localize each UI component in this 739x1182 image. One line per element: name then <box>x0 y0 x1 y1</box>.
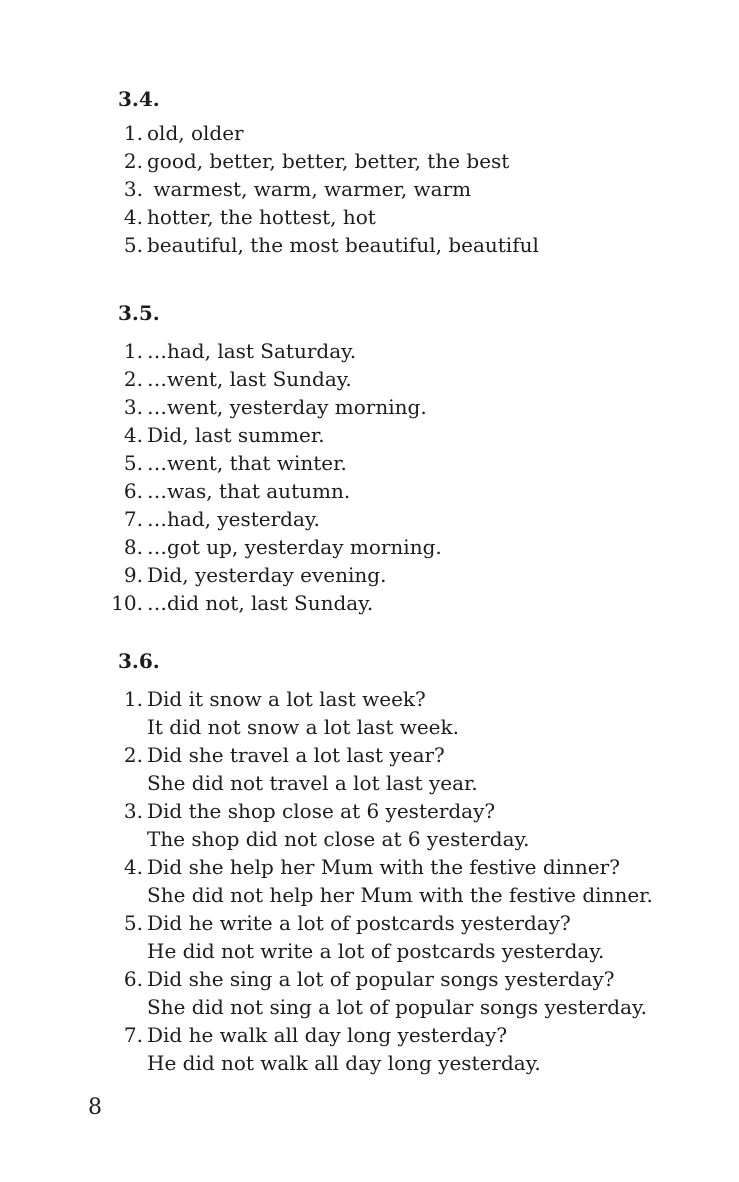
list-item <box>0 853 739 909</box>
section-heading: 3.6. <box>118 649 160 673</box>
list-item <box>0 393 739 421</box>
item-question: Did she travel a lot last year? <box>147 743 445 767</box>
item-text: …was, that autumn. <box>147 479 351 503</box>
item-number: 1. <box>123 121 143 145</box>
page-number: 8 <box>88 1095 102 1120</box>
list-item <box>0 365 739 393</box>
item-question: Did he walk all day long yesterday? <box>147 1023 508 1047</box>
item-text: hotter, the hottest, hot <box>147 205 376 229</box>
list-item <box>0 421 739 449</box>
answer-list <box>0 685 739 1077</box>
list-item <box>0 965 739 1021</box>
item-number: 5. <box>123 451 143 475</box>
item-answer: He did not walk all day long yesterday. <box>147 1051 541 1075</box>
item-number: 1. <box>123 339 143 363</box>
list-item <box>0 477 739 505</box>
list-item <box>0 337 739 365</box>
item-text: old, older <box>147 121 244 145</box>
item-number: 2. <box>123 367 143 391</box>
item-number: 6. <box>123 967 143 991</box>
item-text: …went, yesterday morning. <box>147 395 427 419</box>
list-item <box>0 505 739 533</box>
item-answer: She did not travel a lot last year. <box>147 771 478 795</box>
list-item <box>0 449 739 477</box>
item-text: …had, yesterday. <box>147 507 320 531</box>
item-text: Did, yesterday evening. <box>147 563 387 587</box>
item-number: 7. <box>123 507 143 531</box>
list-item <box>0 589 739 617</box>
answer-list <box>0 337 739 617</box>
item-number: 5. <box>123 911 143 935</box>
item-number: 2. <box>123 149 143 173</box>
list-item <box>0 231 739 259</box>
item-answer: She did not sing a lot of popular songs yesterday. <box>147 995 647 1019</box>
item-question: Did she sing a lot of popular songs yesterday? <box>147 967 615 991</box>
answer-list <box>0 119 739 259</box>
item-number: 6. <box>123 479 143 503</box>
item-number: 9. <box>123 563 143 587</box>
item-answer: It did not snow a lot last week. <box>147 715 459 739</box>
list-item <box>0 533 739 561</box>
item-number: 8. <box>123 535 143 559</box>
item-question: Did it snow a lot last week? <box>147 687 426 711</box>
section-heading: 3.4. <box>118 87 160 111</box>
item-number: 1. <box>123 687 143 711</box>
item-text: …had, last Saturday. <box>147 339 357 363</box>
list-item <box>0 741 739 797</box>
item-number: 4. <box>123 423 143 447</box>
item-number: 4. <box>123 855 143 879</box>
item-number: 10. <box>111 591 143 615</box>
item-answer: He did not write a lot of postcards yesterday. <box>147 939 605 963</box>
list-item <box>0 175 739 203</box>
list-item <box>0 561 739 589</box>
item-text: …went, that winter. <box>147 451 347 475</box>
item-number: 3. <box>123 799 143 823</box>
item-number: 3. <box>123 395 143 419</box>
item-number: 3. <box>123 177 143 201</box>
list-item <box>0 119 739 147</box>
item-question: Did the shop close at 6 yesterday? <box>147 799 496 823</box>
item-number: 5. <box>123 233 143 257</box>
item-text: good, better, better, better, the best <box>147 149 510 173</box>
item-text: warmest, warm, warmer, warm <box>147 177 472 201</box>
item-question: Did he write a lot of postcards yesterday? <box>147 911 571 935</box>
list-item <box>0 685 739 741</box>
list-item <box>0 797 739 853</box>
item-question: Did she help her Mum with the festive dinner? <box>147 855 620 879</box>
list-item <box>0 1021 739 1077</box>
list-item <box>0 203 739 231</box>
list-item <box>0 909 739 965</box>
item-text: …went, last Sunday. <box>147 367 352 391</box>
item-answer: The shop did not close at 6 yesterday. <box>147 827 530 851</box>
item-text: Did, last summer. <box>147 423 325 447</box>
list-item <box>0 147 739 175</box>
item-number: 7. <box>123 1023 143 1047</box>
item-number: 4. <box>123 205 143 229</box>
item-text: …got up, yesterday morning. <box>147 535 442 559</box>
item-text: …did not, last Sunday. <box>147 591 374 615</box>
item-number: 2. <box>123 743 143 767</box>
section-heading: 3.5. <box>118 301 160 325</box>
item-answer: She did not help her Mum with the festive dinner. <box>147 883 653 907</box>
item-text: beautiful, the most beautiful, beautiful <box>147 233 539 257</box>
